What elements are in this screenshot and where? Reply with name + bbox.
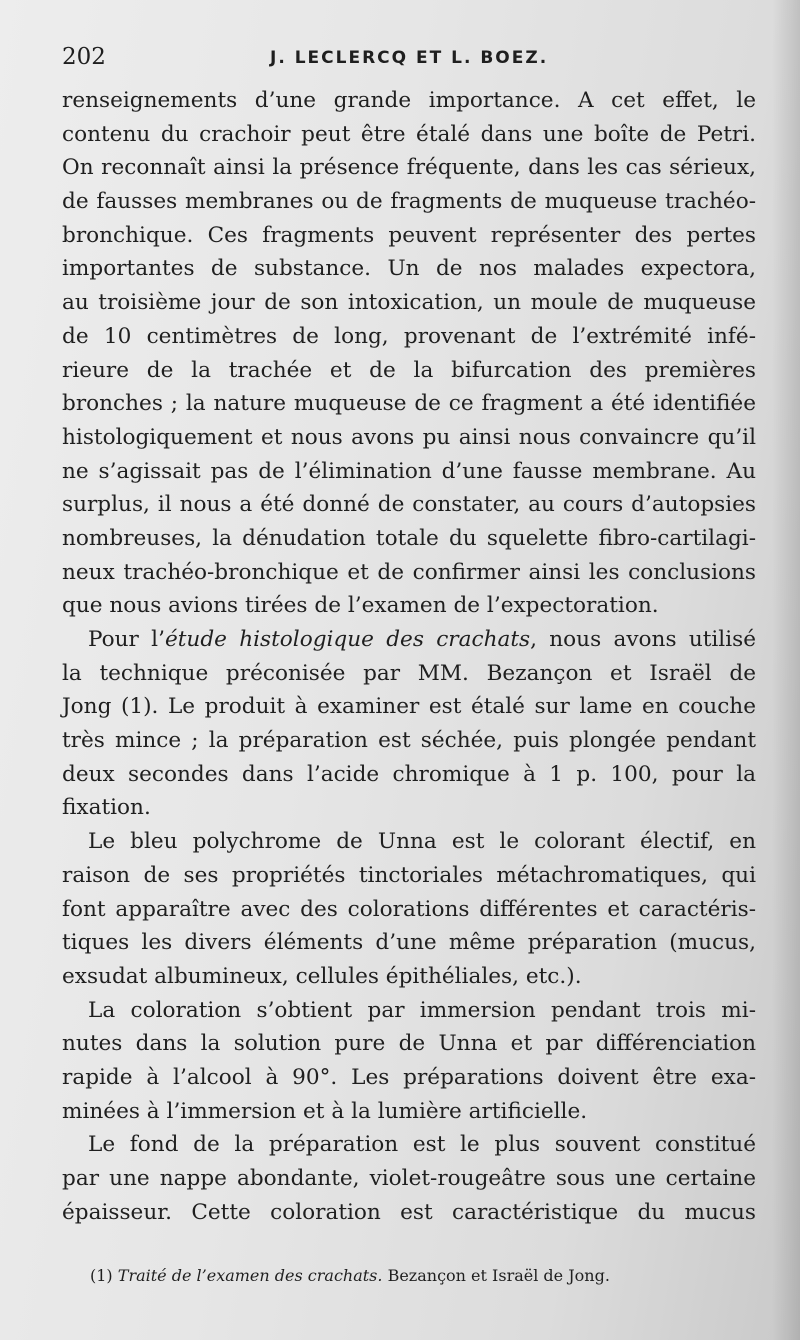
page-number: 202 bbox=[62, 44, 106, 70]
body-text bbox=[62, 84, 756, 1229]
footnote-text: Bezançon et Israël de Jong. bbox=[382, 1266, 610, 1285]
text-line: font apparaître avec des colorations différentes et caractéris- bbox=[62, 896, 756, 922]
text-line: tiques les divers éléments d’une même préparation (mucus, bbox=[62, 930, 756, 956]
text-line: la technique préconisée par MM. Bezançon et Israël de bbox=[62, 660, 756, 686]
footnote-title: Traité de l’examen des crachats. bbox=[117, 1266, 383, 1285]
text-line: épaisseur. Cette coloration est caractéristique du mucus bbox=[62, 1199, 756, 1225]
text-line: nombreuses, la dénudation totale du squelette fibro-cartilagi- bbox=[62, 525, 756, 551]
text-line: Le fond de la préparation est le plus souvent constitué bbox=[88, 1132, 756, 1158]
text-line: histologiquement et nous avons pu ainsi nous convaincre qu’il bbox=[62, 424, 756, 450]
footnote-number: (1) bbox=[90, 1266, 113, 1285]
page-edge-shadow bbox=[772, 0, 800, 1340]
text-line: ne s’agissait pas de l’élimination d’une fausse membrane. Au bbox=[62, 458, 756, 484]
text-line: bronches ; la nature muqueuse de ce fragment a été identifiée bbox=[62, 391, 756, 417]
text-line: raison de ses propriétés tinctoriales métachromatiques, qui bbox=[62, 862, 756, 888]
text-line: La coloration s’obtient par immersion pendant trois mi- bbox=[88, 997, 756, 1023]
text-line: surplus, il nous a été donné de constater, au cours d’autopsies bbox=[62, 492, 756, 518]
running-head: J. LECLERCQ ET L. BOEZ. bbox=[270, 48, 549, 68]
text-line: Le bleu polychrome de Unna est le colorant électif, en bbox=[88, 829, 756, 855]
text-run: , nous avons utilisé bbox=[530, 627, 756, 652]
text-line: deux secondes dans l’acide chromique à 1 p. 100, pour la bbox=[62, 761, 756, 787]
text-line: contenu du crachoir peut être étalé dans une boîte de Petri. bbox=[62, 121, 756, 147]
text-line: de fausses membranes ou de fragments de muqueuse trachéo- bbox=[62, 189, 756, 215]
text-line: Jong (1). Le produit à examiner est étalé sur lame en couche bbox=[62, 694, 756, 720]
italic-phrase: étude histologique des crachats bbox=[164, 627, 531, 652]
text-line: exsudat albumineux, cellules épithéliales, etc.). bbox=[62, 963, 582, 989]
text-line: par une nappe abondante, violet-rougeâtre sous une certaine bbox=[62, 1166, 756, 1191]
text-line: neux trachéo-bronchique et de confirmer ainsi les conclusions bbox=[62, 559, 756, 585]
text-line: importantes de substance. Un de nos malades expectora, bbox=[62, 256, 756, 282]
text-line: de 10 centimètres de long, provenant de l’extrémité infé- bbox=[62, 323, 756, 349]
text-line: minées à l’immersion et à la lumière artificielle. bbox=[62, 1098, 588, 1124]
text-line: fixation. bbox=[62, 795, 151, 821]
page-header bbox=[62, 44, 752, 78]
text-run: Pour l’ bbox=[88, 627, 165, 652]
text-line: très mince ; la préparation est séchée, puis plongée pendant bbox=[62, 728, 756, 754]
text-line: On reconnaît ainsi la présence fréquente, dans les cas sérieux, bbox=[62, 155, 756, 181]
text-line: rapide à l’alcool à 90°. Les préparations doivent être exa- bbox=[62, 1064, 756, 1090]
text-line: bronchique. Ces fragments peuvent représenter des pertes bbox=[62, 222, 756, 248]
text-line: nutes dans la solution pure de Unna et par différenciation bbox=[62, 1031, 756, 1057]
text-line: renseignements d’une grande importance. A cet effet, le bbox=[62, 88, 756, 113]
text-line: au troisième jour de son intoxication, un moule de muqueuse bbox=[62, 290, 756, 316]
footnote bbox=[90, 1266, 730, 1285]
paragraph-opening-line bbox=[62, 623, 756, 657]
text-line: que nous avions tirées de l’examen de l’expectoration. bbox=[62, 593, 659, 619]
text-line: rieure de la trachée et de la bifurcation des premières bbox=[62, 357, 756, 383]
